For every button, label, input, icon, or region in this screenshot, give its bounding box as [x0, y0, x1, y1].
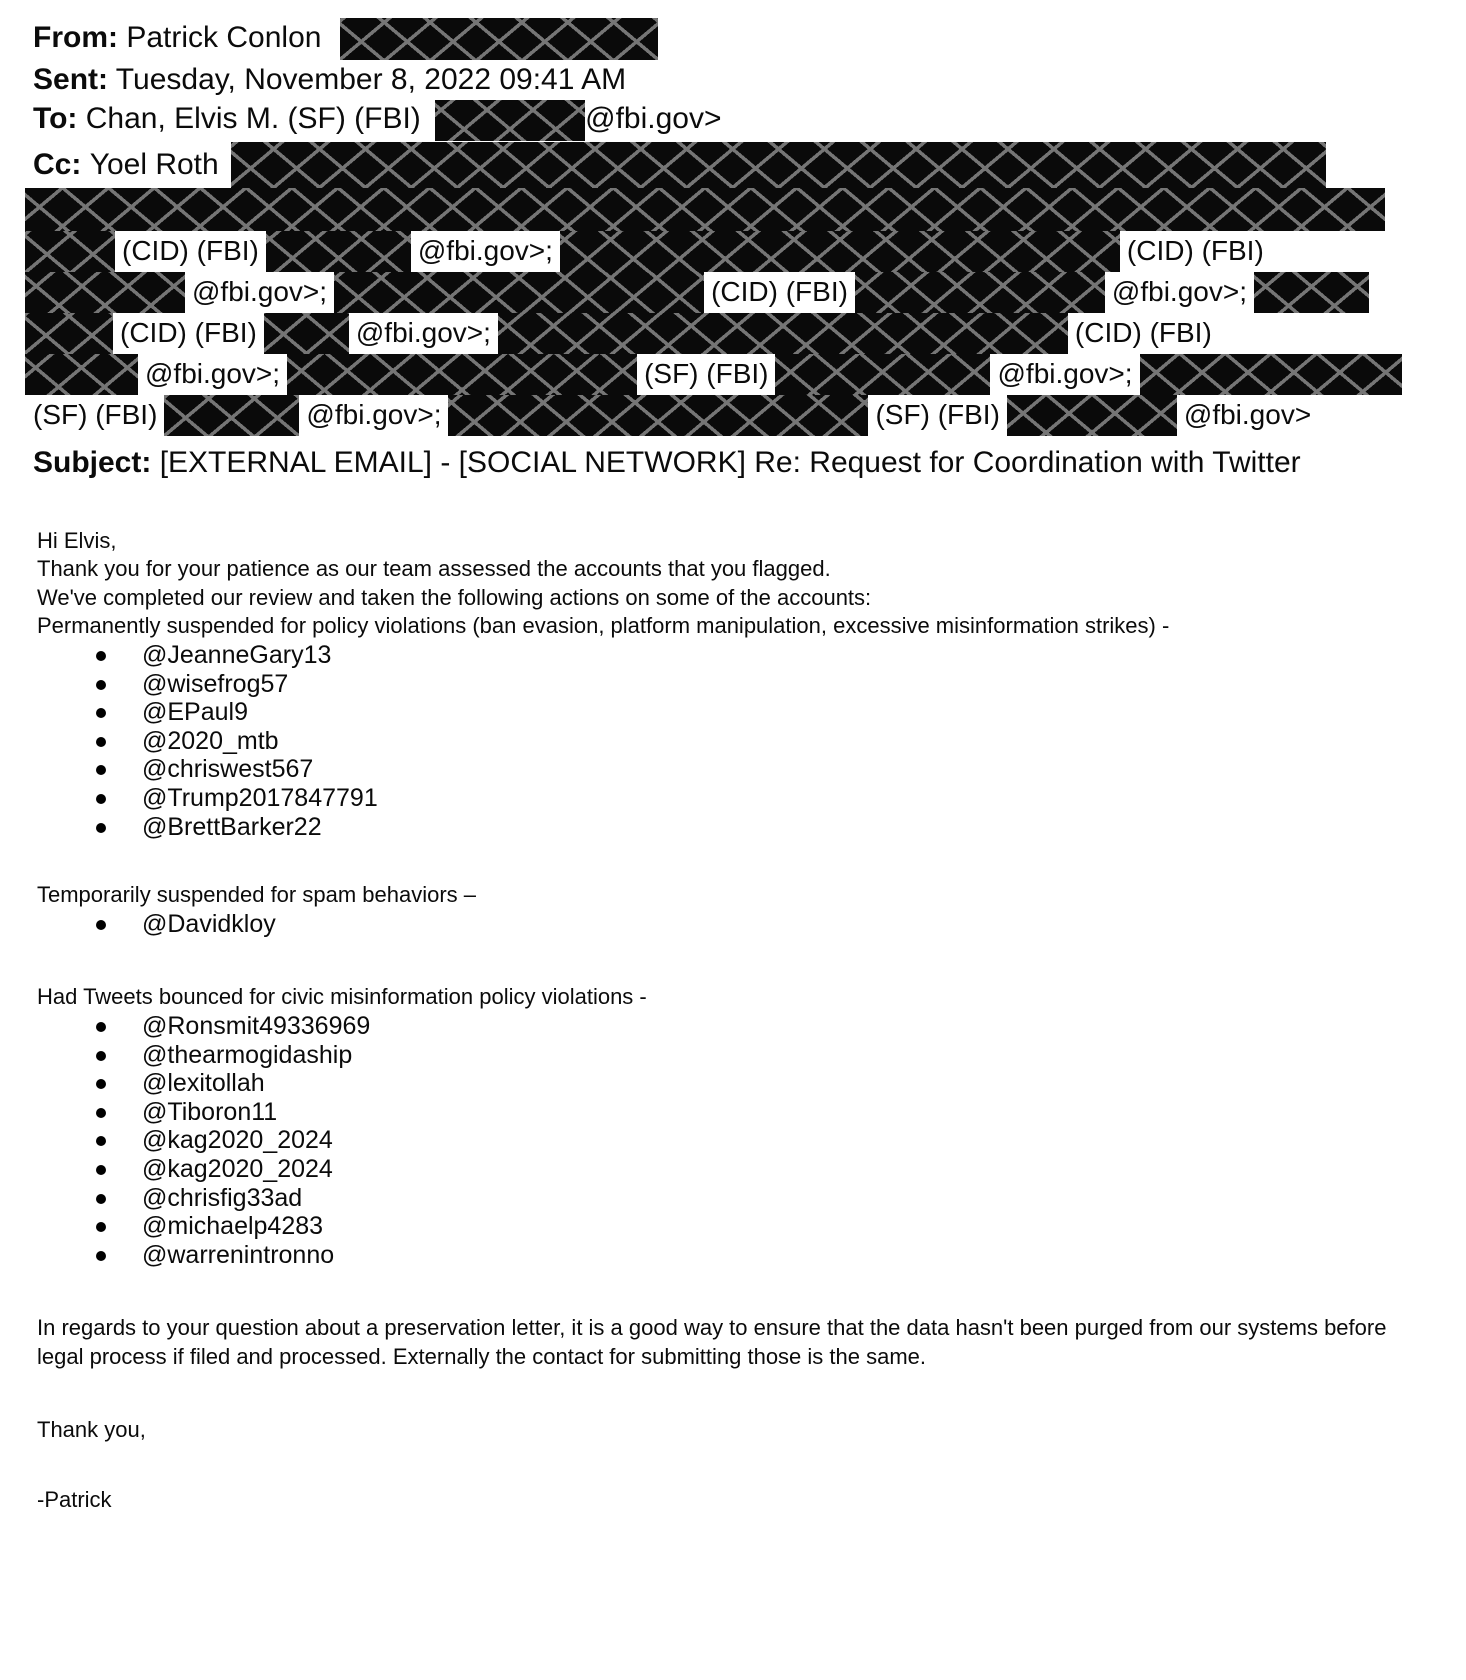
cc-label: Cc:: [33, 147, 82, 181]
redacted-recipients-line: [25, 395, 1466, 436]
recipient-fragment: (CID) (FBI): [113, 313, 264, 354]
recipient-fragment: @fbi.gov>;: [1105, 272, 1254, 313]
closing-paragraph: In regards to your question about a preservation letter, it is a good way to ensure that the data hasn't been purged from our systems before legal process if filed and processed. Externally the contact for submitting those is the same.: [37, 1315, 1387, 1369]
redaction-block: [855, 272, 1105, 313]
recipient-fragment: @fbi.gov>;: [349, 313, 498, 354]
redaction-block: [775, 354, 990, 395]
recipient-fragment: @fbi.gov>;: [138, 354, 287, 395]
recipient-fragment: (SF) (FBI): [637, 354, 775, 395]
greeting-line: Hi Elvis,: [37, 527, 117, 553]
account-list-item: @kag2020_2024: [37, 1155, 1466, 1184]
account-list-item: @kag2020_2024: [37, 1126, 1466, 1155]
redaction-block: [1254, 272, 1369, 313]
temporarily-suspended-list: [37, 910, 1466, 939]
redaction-block: [287, 354, 637, 395]
redaction-block: [164, 395, 299, 436]
account-list-item: @Tiboron11: [37, 1098, 1466, 1127]
redaction-block: [1007, 395, 1177, 436]
recipient-fragment: (CID) (FBI): [115, 231, 266, 272]
redaction-block: [25, 313, 113, 354]
account-list-item: @Trump2017847791: [37, 784, 1466, 813]
redaction-block: [25, 231, 115, 272]
recipient-fragment: @fbi.gov>: [1177, 395, 1318, 436]
to-domain-suffix: @fbi.gov>: [585, 102, 722, 136]
redaction-block: [264, 313, 349, 354]
redaction-block: [560, 231, 1120, 272]
intro-line: We've completed our review and taken the following actions on some of the accounts:: [37, 584, 872, 610]
account-list-item: @JeanneGary13: [37, 641, 1466, 670]
redaction-block: [266, 231, 411, 272]
redaction-block: [498, 313, 1068, 354]
email-body: [37, 527, 1466, 1515]
sent-value: Tuesday, November 8, 2022 09:41 AM: [115, 63, 627, 97]
account-list-item: @2020_mtb: [37, 727, 1466, 756]
redaction-block: [448, 395, 868, 436]
account-list-item: @BrettBarker22: [37, 813, 1466, 842]
from-line: [0, 18, 1466, 60]
recipient-fragment: @fbi.gov>;: [299, 395, 448, 436]
bounced-accounts-list: [37, 1012, 1466, 1269]
email-header: [0, 0, 1466, 483]
account-list-item: @thearmogidaship: [37, 1041, 1466, 1070]
account-list-item: @EPaul9: [37, 698, 1466, 727]
recipient-fragment: (CID) (FBI): [1068, 313, 1219, 354]
account-list-item: @Davidkloy: [37, 910, 1466, 939]
redaction-block: [435, 100, 585, 141]
subject-label: Subject:: [33, 445, 152, 479]
subject-line: [33, 442, 1303, 483]
recipient-fragment: (CID) (FBI): [704, 272, 855, 313]
permanent-suspension-heading: Permanently suspended for policy violations (ban evasion, platform manipulation, excessive misinformation strikes) -: [37, 613, 1170, 639]
cc-line: [0, 142, 1466, 188]
recipient-fragment: (SF) (FBI): [868, 395, 1006, 436]
redaction-block: [25, 354, 138, 395]
redacted-recipients-line: [25, 272, 1466, 313]
subject-value: [EXTERNAL EMAIL] - [SOCIAL NETWORK] Re: Request for Coordination with Twitter: [159, 445, 1301, 479]
redaction-block: [25, 188, 1385, 231]
to-label: To:: [33, 102, 78, 136]
signature-line: -Patrick: [37, 1487, 112, 1513]
sent-label: Sent:: [33, 63, 108, 97]
temporary-suspension-heading: Temporarily suspended for spam behaviors –: [37, 882, 477, 908]
account-list-item: @chriswest567: [37, 755, 1466, 784]
recipient-fragment: @fbi.gov>;: [411, 231, 560, 272]
account-list-item: @wisefrog57: [37, 670, 1466, 699]
redaction-block: [25, 272, 185, 313]
account-list-item: @Ronsmit49336969: [37, 1012, 1466, 1041]
recipient-fragment: (SF) (FBI): [25, 395, 164, 436]
redaction-block: [231, 142, 1326, 188]
recipient-fragment: @fbi.gov>;: [185, 272, 334, 313]
recipient-fragment: @fbi.gov>;: [990, 354, 1139, 395]
permanently-suspended-list: [37, 641, 1466, 841]
account-list-item: @chrisfig33ad: [37, 1184, 1466, 1213]
redacted-recipients-line: [25, 231, 1466, 272]
account-list-item: @michaelp4283: [37, 1212, 1466, 1241]
to-line: [0, 99, 1466, 141]
redacted-recipients-line: [25, 313, 1466, 354]
from-label: From:: [33, 21, 118, 54]
to-value: Chan, Elvis M. (SF) (FBI): [85, 102, 421, 136]
bounced-tweets-heading: Had Tweets bounced for civic misinformation policy violations -: [37, 984, 647, 1010]
redaction-block: [334, 272, 704, 313]
signoff-line: Thank you,: [37, 1416, 146, 1442]
redaction-block: [1140, 354, 1402, 395]
cc-text: [0, 142, 231, 188]
redacted-recipients-line: [25, 354, 1466, 395]
recipient-fragment: (CID) (FBI): [1120, 231, 1271, 272]
cc-value: Yoel Roth: [89, 147, 219, 181]
sent-line: [0, 60, 1466, 99]
account-list-item: @lexitollah: [37, 1069, 1466, 1098]
account-list-item: @warrenintronno: [37, 1241, 1466, 1270]
from-value: Patrick Conlon: [126, 21, 322, 54]
redaction-block: [340, 18, 658, 60]
intro-line: Thank you for your patience as our team assessed the accounts that you flagged.: [37, 556, 831, 582]
